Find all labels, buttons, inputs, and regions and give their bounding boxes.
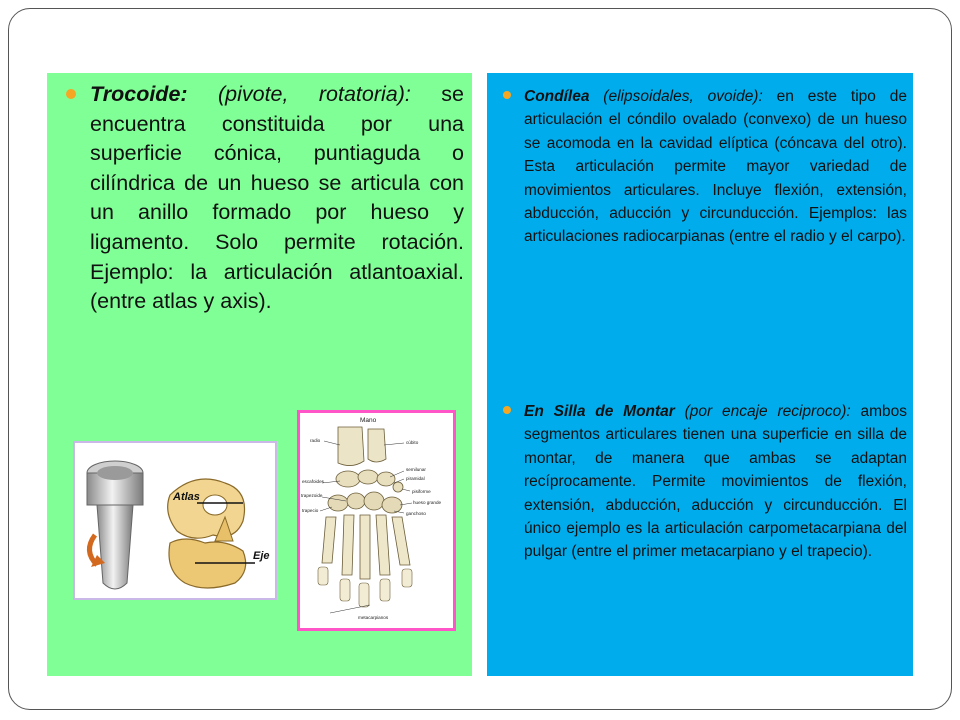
silla-montar-term: En Silla de Montar (524, 403, 675, 420)
hand-bones-illustration (297, 410, 456, 631)
bullet-icon (503, 91, 511, 99)
eje-label: Eje (253, 550, 270, 562)
silla-montar-paragraph (524, 400, 907, 564)
hand-bones-drawing (300, 413, 453, 628)
bullet-icon (503, 406, 511, 414)
label-trapezoide: trapezoide (301, 493, 323, 498)
trocoide-item (66, 80, 464, 317)
pivot-joint-illustration (73, 441, 277, 600)
atlas-label: Atlas (173, 491, 200, 503)
silla-montar-item (503, 400, 907, 564)
label-metacarpianos: metacarpianos (358, 615, 389, 620)
label-cubito: cúbito (406, 440, 419, 445)
label-piramidal: piramidal (406, 476, 425, 481)
trocoide-qualifier: (pivote, rotatoria): (187, 82, 411, 106)
label-pisiforme: pisiforme (412, 489, 431, 494)
label-escafoides: escafoides (302, 479, 324, 484)
condilea-qualifier: (elipsoidales, ovoide): (589, 88, 763, 105)
label-semilunar: semilunar (406, 467, 426, 472)
trocoide-body: se encuentra constituida por una superficie cónica, puntiaguda o cilíndrica de un hueso se articula con un anillo formado por hueso y ligamento. Solo permite rotación. Ejemplo: la articulación atlantoaxial. (entre atlas y axis). (90, 82, 464, 314)
condilea-item (503, 85, 907, 249)
bullet-icon (66, 89, 76, 99)
silla-montar-qualifier: (por encaje reciproco): (674, 403, 851, 420)
label-ganchoso: ganchoso (406, 511, 426, 516)
pivot-joint-drawing (75, 443, 275, 598)
hand-title: Mano (360, 417, 377, 424)
trocoide-term: Trocoide: (90, 82, 188, 106)
label-radio: radio (310, 438, 321, 443)
condilea-paragraph (524, 85, 907, 249)
silla-montar-body: ambos segmentos articulares tienen una superficie en silla de montar, de manera que ambas se adaptan recíprocamente. Permite movimientos de flexión, extensión, abducción, aducción y circunducción. El único ejemplo es la articulación carpometacarpiana del pulgar (entre el primer metacarpiano y el trapecio). (524, 403, 907, 561)
label-trapecio: trapecio (302, 508, 319, 513)
label-hueso-grande: hueso grande (413, 500, 442, 505)
condilea-body: en este tipo de articulación el cóndilo ovalado (convexo) de un hueso se acomoda en la cavidad elíptica (cóncava del otro). Esta articulación permite mayor variedad de movimientos articulares. Incluye flexión, extensión, abducción, aducción y circunducción. Ejemplos: las articulaciones radiocarpianas (entre el radio y el carpo). (524, 88, 907, 246)
trocoide-paragraph (90, 80, 464, 317)
condilea-term: Condílea (524, 88, 590, 105)
